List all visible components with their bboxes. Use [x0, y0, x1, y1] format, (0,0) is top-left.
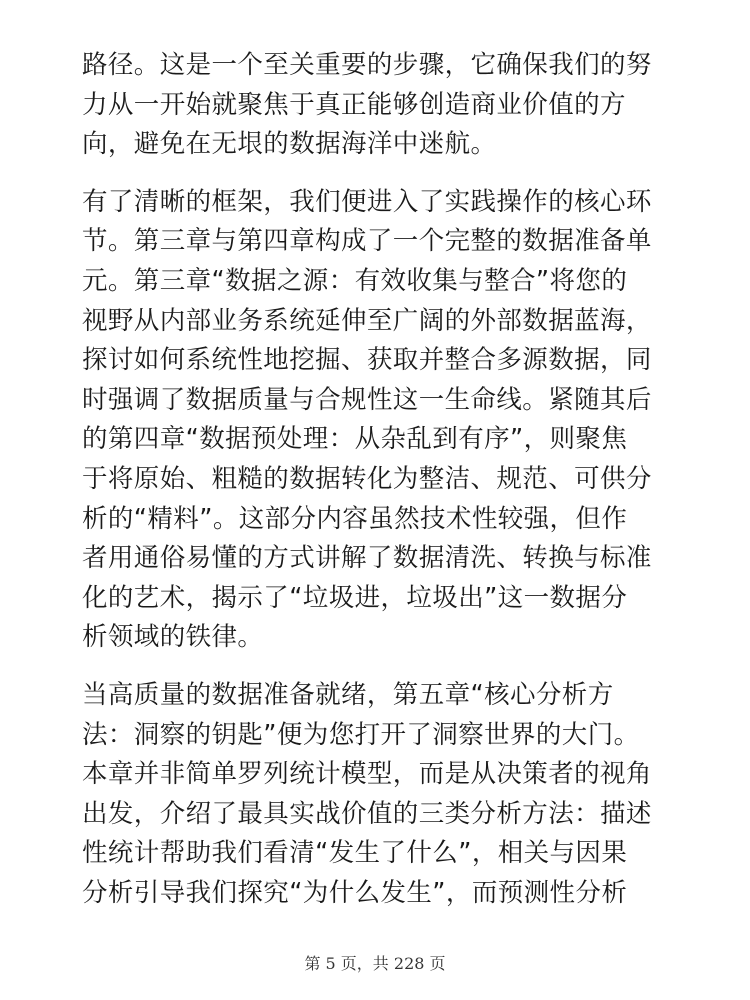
text-line: 有了清晰的框架，我们便进入了实践操作的核心环: [82, 186, 652, 217]
text-line: 元。第三章“数据之源：有效收集与整合”将您的: [82, 265, 628, 296]
text-line: 者用通俗易懂的方式讲解了数据清洗、转换与标准: [82, 543, 652, 574]
text-line: 化的艺术，揭示了“垃圾进，垃圾出”这一数据分: [82, 582, 628, 613]
text-line: 的第四章“数据预处理：从杂乱到有序”，则聚焦: [82, 424, 628, 455]
text-line: 析的“精料”。这部分内容虽然技术性较强，但作: [82, 503, 628, 534]
text-line: 路径。这是一个至关重要的步骤，它确保我们的努: [82, 50, 652, 80]
text-line: 法：洞察的钥匙”便为您打开了洞察世界的大门。: [82, 719, 640, 750]
paragraph-1: [82, 46, 672, 165]
page-number-footer: 第 5 页，共 228 页: [304, 954, 446, 973]
paragraph-3: [82, 676, 672, 914]
text-line: 出发，介绍了最具实战价值的三类分析方法：描述: [82, 798, 652, 829]
text-line: 本章并非简单罗列统计模型，而是从决策者的视角: [82, 759, 652, 790]
paragraph-2: [82, 183, 672, 658]
text-line: 视野从内部业务系统延伸至广阔的外部数据蓝海，: [82, 305, 652, 336]
page-body: [82, 46, 672, 913]
text-line: 向，避免在无垠的数据海洋中迷航。: [82, 129, 497, 160]
text-line: 分析引导我们探究“为什么发生”，而预测性分析: [82, 877, 628, 908]
text-line: 性统计帮助我们看清“发生了什么”，相关与因果: [82, 838, 628, 869]
text-line: 时强调了数据质量与合规性这一生命线。紧随其后: [82, 384, 652, 415]
text-line: 于将原始、粗糙的数据转化为整洁、规范、可供分: [82, 463, 652, 494]
text-line: 节。第三章与第四章构成了一个完整的数据准备单: [82, 226, 652, 257]
text-line: 力从一开始就聚焦于真正能够创造商业价值的方: [82, 89, 626, 120]
text-line: 析领域的铁律。: [82, 622, 264, 653]
text-line: 探讨如何系统性地挖掘、获取并整合多源数据，同: [82, 345, 652, 376]
text-line: 当高质量的数据准备就绪，第五章“核心分析方: [82, 679, 614, 710]
